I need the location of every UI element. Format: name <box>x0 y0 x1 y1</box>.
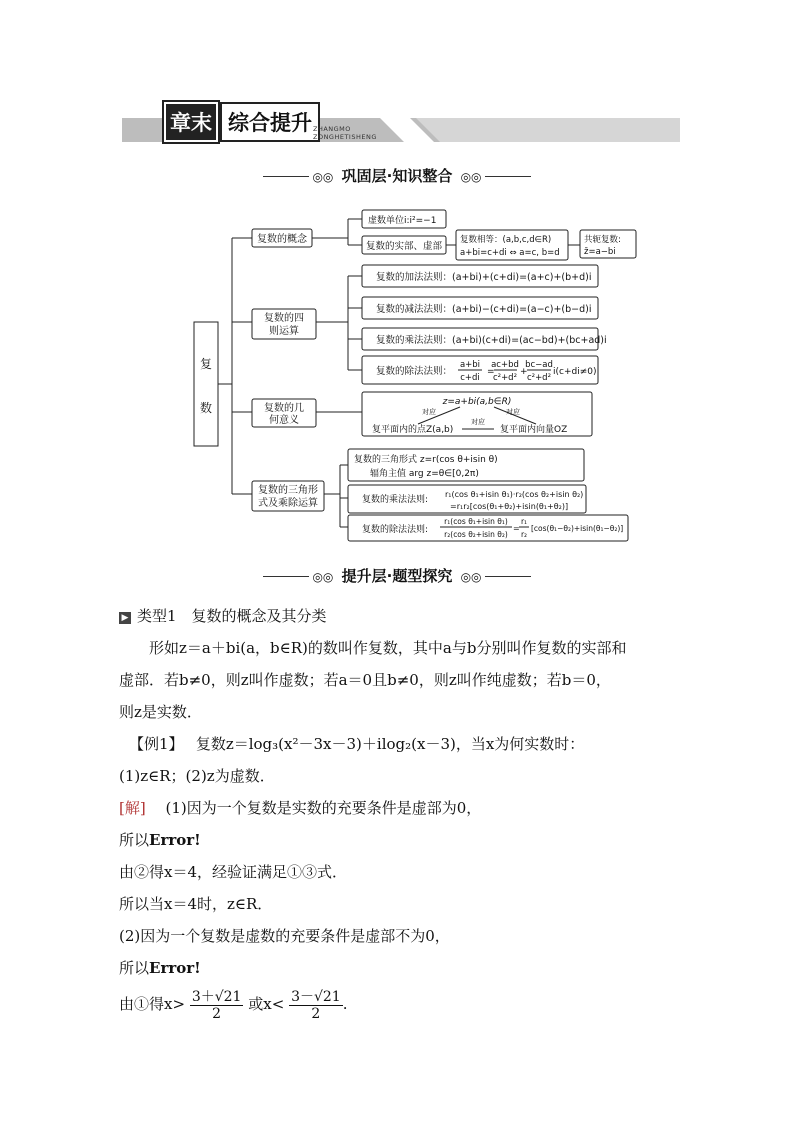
error-text-1: Error! <box>149 831 201 849</box>
solution-line-7 <box>119 988 679 1022</box>
div-f2-den: c²+d² <box>492 373 518 383</box>
content-body <box>119 600 679 1022</box>
para-1-line-2: 虚部．若b≠0，则z叫作虚数；若a＝0且b≠0，则z叫作纯虚数；若b＝0， <box>119 671 611 689</box>
div-rule-label: 复数的除法法则： <box>376 366 453 377</box>
branch-concept: 复数的概念 <box>257 234 307 245</box>
branch-ops-1: 复数的四 <box>264 313 304 324</box>
trig-mul-label: 复数的乘法法则: <box>362 495 429 505</box>
trig-div-r-den: r₂ <box>520 530 528 539</box>
div-eq: = <box>487 367 495 377</box>
fraction-1-den: 2 <box>212 1005 222 1022</box>
solution-line-6 <box>119 952 679 984</box>
solution-label: [解] <box>119 799 146 817</box>
branch-geo-2: 何意义 <box>269 415 299 426</box>
geo-arrow-left: 对应 <box>422 408 436 416</box>
solution-text-7c: . <box>342 995 348 1013</box>
add-rule: 复数的加法法则：(a+bi)+(c+di)=(a+c)+(b+d)i <box>376 272 592 283</box>
trig-div-eq: = <box>513 524 520 533</box>
section-1-title: 巩固层·知识整合 <box>341 167 453 185</box>
div-f2-num: ac+bd <box>491 360 519 370</box>
example-question: (1)z∈R；(2)z为虚数． <box>119 767 275 785</box>
type-heading <box>119 600 679 632</box>
branch-geo-1: 复数的几 <box>264 403 304 414</box>
section-2-title: 提升层·题型探究 <box>341 567 453 585</box>
solution-text-2: 所以 <box>119 831 150 849</box>
para-1-line-1: 形如z＝a＋bi(a，b∈R)的数叫作复数，其中a与b分别叫作复数的实部和 <box>149 639 627 657</box>
div-f3-num: bc−ad <box>525 360 553 370</box>
b1-conj-1: 共轭复数: <box>584 235 621 245</box>
root-label-1: 复 <box>199 357 213 371</box>
geo-top: z=a+bi(a,b∈R) <box>442 397 512 407</box>
geo-arrow-right: 对应 <box>506 408 520 416</box>
trig-div-num: r₁(cos θ₁+isin θ₁) <box>444 517 508 526</box>
trig-mul-1: r₁(cos θ₁+isin θ₁)·r₂(cos θ₂+isin θ₂) <box>445 490 584 499</box>
root-label-2: 数 <box>199 401 213 415</box>
type-heading-text: 类型1 复数的概念及其分类 <box>137 607 327 625</box>
geo-right: 复平面内向量OZ <box>500 425 568 435</box>
solution-line-1 <box>119 792 679 824</box>
div-f1-num: a+bi <box>459 360 481 370</box>
play-icon: ▶ <box>119 612 131 624</box>
ornament-icon: ◎◎ <box>460 169 482 184</box>
solution-text-7b: 或x< <box>248 995 285 1013</box>
banner-title-b: 综合提升 <box>220 102 320 142</box>
b1-item-1: 虚数单位i:i²=−1 <box>368 216 437 226</box>
geo-left: 复平面内的点Z(a,b) <box>372 425 454 435</box>
geo-arrow-mid: 对应 <box>471 418 485 426</box>
section-heading-2 <box>0 565 794 586</box>
div-f1-den: c+di <box>460 373 480 383</box>
trig-arg: 辐角主值 arg z=θ∈[0,2π) <box>370 469 479 479</box>
para-1-line-3: 则z是实数． <box>119 703 202 721</box>
fraction-1-num: 3＋√21 <box>191 988 242 1005</box>
sub-rule: 复数的减法法则：(a+bi)−(c+di)=(a−c)+(b−d)i <box>376 304 592 315</box>
trig-div-tail: [cos(θ₁−θ₂)+isin(θ₁−θ₂)] <box>531 524 624 533</box>
ornament-icon: ◎◎ <box>312 169 334 184</box>
b1-equal-2: a+bi=c+di ⇔ a=c, b=d <box>460 248 560 258</box>
solution-line-4: 所以当x＝4时，z∈R． <box>119 895 273 913</box>
div-tail: i(c+di≠0) <box>553 367 597 377</box>
solution-text-1: (1)因为一个复数是实数的充要条件是虚部为0， <box>165 799 482 817</box>
trig-div-r-num: r₁ <box>520 517 528 526</box>
fraction-2-den: 2 <box>311 1005 321 1022</box>
example-label: 【例1】 <box>129 735 177 753</box>
error-text-2: Error! <box>149 959 201 977</box>
banner-title-a: 章末 <box>164 102 218 142</box>
solution-text-7a: 由①得x> <box>119 995 186 1013</box>
banner-pinyin-2: ZONGHETISHENG <box>313 133 377 141</box>
div-plus: + <box>520 367 528 377</box>
ornament-icon: ◎◎ <box>312 569 334 584</box>
trig-div-label: 复数的除法法则: <box>362 525 429 535</box>
banner-pinyin-1: ZHANGMO <box>313 125 351 133</box>
solution-line-2 <box>119 824 679 856</box>
root-box <box>194 322 218 446</box>
b1-equal-1: 复数相等：(a,b,c,d∈R) <box>460 235 552 245</box>
ornament-icon: ◎◎ <box>460 569 482 584</box>
branch-trig-1: 复数的三角形 <box>258 485 318 496</box>
div-f3-den: c²+d² <box>526 373 552 383</box>
trig-mul-2: =r₁r₂[cos(θ₁+θ₂)+isin(θ₁+θ₂)] <box>450 502 569 511</box>
knowledge-diagram <box>0 0 794 560</box>
solution-line-3: 由②得x＝4，经验证满足①③式． <box>119 863 348 881</box>
trig-div-den: r₂(cos θ₂+isin θ₂) <box>444 530 508 539</box>
solution-text-6: 所以 <box>119 959 150 977</box>
fraction-1 <box>190 989 244 1022</box>
fraction-2-num: 3－√21 <box>291 988 341 1005</box>
fraction-2 <box>289 989 343 1022</box>
b1-item-2: 复数的实部、虚部 <box>366 241 443 252</box>
branch-trig-2: 式及乘除运算 <box>258 498 318 509</box>
example-line <box>119 728 679 760</box>
mul-rule: 复数的乘法法则：(a+bi)(c+di)=(ac−bd)+(bc+ad)i <box>376 335 607 346</box>
branch-ops-2: 则运算 <box>269 326 299 337</box>
example-text: 复数z＝log₃(x²－3x－3)＋ilog₂(x－3)，当x为何实数时： <box>195 735 585 753</box>
solution-line-5: (2)因为一个复数是虚数的充要条件是虚部不为0， <box>119 927 450 945</box>
trig-form: 复数的三角形式 z=r(cos θ+isin θ) <box>354 455 498 465</box>
b1-conj-2: z̄=a−bi <box>584 247 616 257</box>
